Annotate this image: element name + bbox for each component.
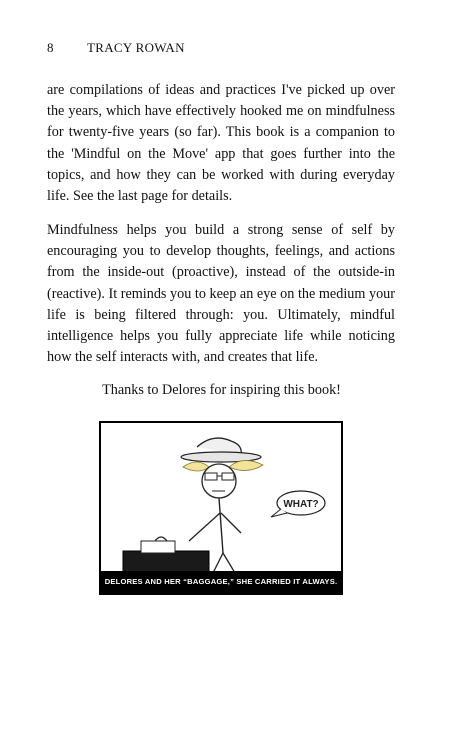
suitcase xyxy=(123,551,209,573)
arm-right xyxy=(221,513,241,533)
fish-left xyxy=(183,462,209,471)
head xyxy=(202,464,236,498)
illustration-caption: DELORES AND HER “BAGGAGE,” SHE CARRIED IT ALWAYS. xyxy=(101,571,341,593)
page-number: 8 xyxy=(47,40,54,55)
arm-left xyxy=(189,513,220,541)
body-paragraph: Mindfulness helps you build a strong sense of self by encouraging you to develop thoughts, feelings, and actions from the inside-out (proactive), instead of the outside-in (reactive). It reminds you to keep an eye on the medium your life is being filtered through: you. Ultimately, mindful intelligence helps you fully appreciate life while noticing how the self interacts with, and creates that life. xyxy=(47,222,395,366)
running-header xyxy=(47,40,185,56)
body-paragraph: are compilations of ideas and practices I've picked up over the years, which have effectively hooked me on mindfulness for twenty-five years (so far). This book is a companion to the 'Mindful on the Move' app that goes further into the topics, and how they can be worked with during everyday life. See the last page for details. xyxy=(47,82,395,205)
cartoon-drawing xyxy=(101,423,341,573)
cartoon-illustration xyxy=(99,421,343,595)
author-name: TRACY ROWAN xyxy=(87,40,185,55)
dedication-line: Thanks to Delores for inspiring this book! xyxy=(102,382,341,398)
suitcase-item xyxy=(141,541,175,553)
stick-body xyxy=(219,498,223,553)
speech-bubble-text: WHAT? xyxy=(283,499,319,510)
